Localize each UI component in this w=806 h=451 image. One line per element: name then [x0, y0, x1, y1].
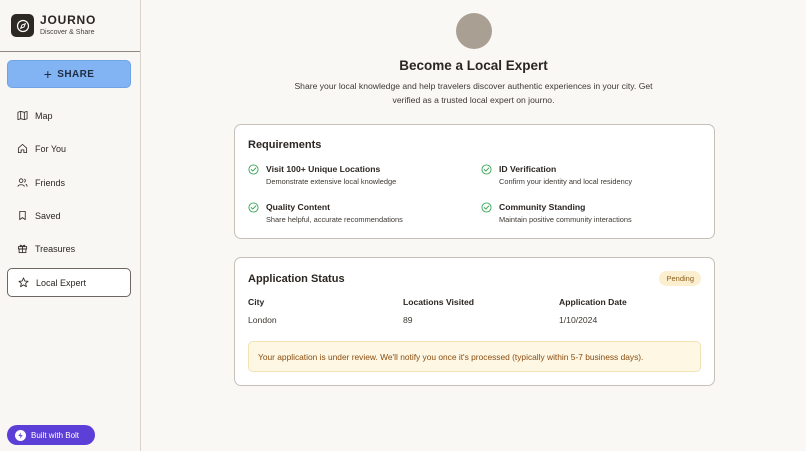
- sidebar-item-label: Treasures: [35, 243, 76, 254]
- main-content: [141, 0, 806, 451]
- check-circle-icon: [481, 164, 492, 175]
- bookmark-icon: [17, 210, 28, 221]
- requirement-item: [248, 164, 396, 187]
- requirement-desc: Confirm your identity and local residency: [499, 177, 633, 186]
- check-circle-icon: [248, 202, 259, 213]
- brand-tagline: Discover & Share: [40, 29, 95, 36]
- requirement-item: [481, 202, 632, 225]
- bolt-icon: [15, 430, 26, 441]
- sidebar-item-label: Map: [35, 110, 53, 121]
- requirement-title: Visit 100+ Unique Locations: [266, 164, 381, 174]
- field-value-locations: 89: [403, 315, 413, 325]
- sidebar-item-friends[interactable]: [7, 168, 131, 197]
- brand-header: [0, 0, 140, 52]
- plus-icon: +: [43, 66, 53, 82]
- application-status-title: Application Status: [248, 273, 345, 285]
- requirement-item: [481, 164, 632, 187]
- requirements-title: Requirements: [248, 139, 322, 151]
- status-badge: Pending: [659, 271, 701, 286]
- sidebar-item-local-expert[interactable]: [7, 268, 131, 297]
- sidebar-item-map[interactable]: [7, 101, 131, 130]
- field-value-date: 1/10/2024: [559, 315, 598, 325]
- requirement-desc: Share helpful, accurate recommendations: [266, 215, 403, 224]
- requirement-title: Quality Content: [266, 202, 330, 212]
- field-label-city: City: [248, 297, 265, 307]
- requirement-item: [248, 202, 403, 225]
- sidebar: [0, 0, 141, 451]
- field-label-date: Application Date: [559, 297, 627, 307]
- requirement-title: Community Standing: [499, 202, 586, 212]
- users-icon: [17, 177, 28, 188]
- sidebar-item-label: Local Expert: [36, 277, 87, 288]
- map-icon: [17, 110, 28, 121]
- requirements-card: [234, 124, 715, 239]
- compass-icon: [11, 14, 34, 37]
- built-with-bolt-badge[interactable]: [7, 425, 95, 445]
- field-label-locations: Locations Visited: [403, 297, 474, 307]
- application-status-card: [234, 257, 715, 386]
- avatar: [456, 13, 492, 49]
- brand-name: JOURNO: [40, 13, 97, 27]
- requirement-title: ID Verification: [499, 164, 557, 174]
- sidebar-item-saved[interactable]: [7, 201, 131, 230]
- field-value-city: London: [248, 315, 277, 325]
- review-notice: Your application is under review. We'll notify you once it's processed (typically within 5-7 business days).: [248, 341, 701, 372]
- share-button[interactable]: [7, 60, 131, 88]
- gift-icon: [17, 243, 28, 254]
- share-label: SHARE: [57, 68, 95, 80]
- page-subtitle: Share your local knowledge and help travelers discover authentic experiences in your city. Get verified as a trusted local expert on journo.: [294, 81, 653, 105]
- sidebar-item-label: For You: [35, 143, 67, 154]
- requirement-desc: Maintain positive community interactions: [499, 215, 632, 224]
- home-icon: [17, 143, 28, 154]
- check-circle-icon: [481, 202, 492, 213]
- sidebar-item-label: Saved: [35, 210, 61, 221]
- requirement-desc: Demonstrate extensive local knowledge: [266, 177, 397, 186]
- check-circle-icon: [248, 164, 259, 175]
- page-title: Become a Local Expert: [399, 58, 548, 73]
- star-icon: [18, 277, 29, 288]
- sidebar-item-label: Friends: [35, 177, 66, 188]
- sidebar-item-for-you[interactable]: [7, 134, 131, 163]
- built-with-label: Built with Bolt: [31, 430, 80, 440]
- sidebar-item-treasures[interactable]: [7, 234, 131, 263]
